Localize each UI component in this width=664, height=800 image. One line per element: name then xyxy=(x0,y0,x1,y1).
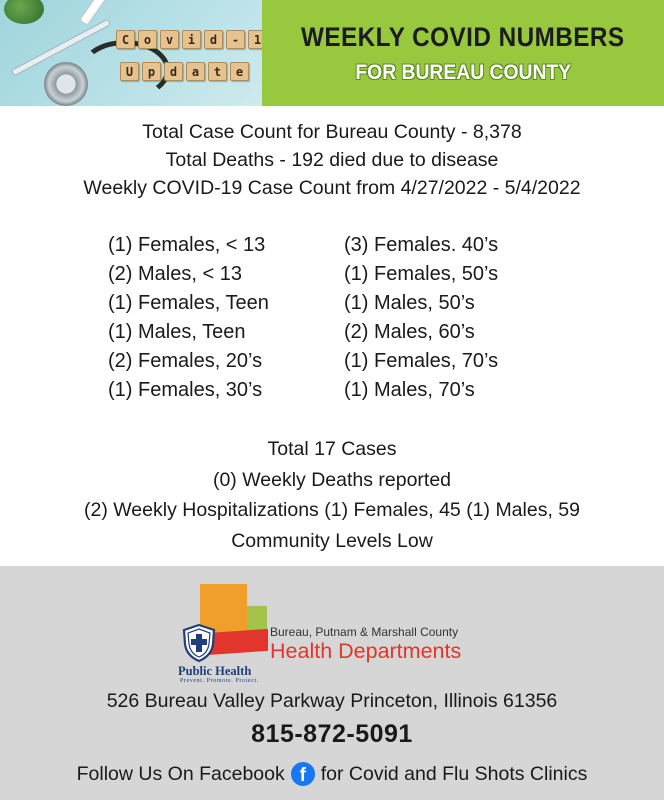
totals-section xyxy=(0,434,664,556)
public-health-shield-icon xyxy=(182,624,216,662)
case-item: (1) Males, 70’s xyxy=(344,379,475,401)
letter-tile: - xyxy=(226,30,245,49)
total-deaths: Total Deaths - 192 died due to disease xyxy=(165,149,499,171)
case-item: (1) Females, Teen xyxy=(108,292,269,314)
follow-text-suffix: for Covid and Flu Shots Clinics xyxy=(320,762,588,785)
summary-section xyxy=(0,118,664,202)
phone-number: 815-872-5091 xyxy=(251,720,413,748)
letter-tile: o xyxy=(138,30,157,49)
title-panel xyxy=(262,0,664,106)
weekly-deaths: (0) Weekly Deaths reported xyxy=(212,468,452,491)
follow-text: Follow Us On Facebook xyxy=(76,762,285,785)
letter-tile: t xyxy=(208,62,227,81)
case-item: (1) Females, 70’s xyxy=(344,350,499,372)
case-breakdown xyxy=(108,231,498,405)
update-tiles xyxy=(120,62,249,81)
letter-tile: i xyxy=(182,30,201,49)
case-item: (2) Males, 60’s xyxy=(344,321,475,343)
page-subtitle: FOR BUREAU COUNTY xyxy=(355,60,571,84)
letter-tile: p xyxy=(142,62,161,81)
public-health-wordmark: Public Health xyxy=(178,664,252,678)
facebook-follow-line xyxy=(0,762,664,786)
public-health-tagline: Prevent. Promote. Protect. xyxy=(180,678,259,684)
case-item: (1) Females, < 13 xyxy=(108,234,266,256)
footer xyxy=(0,566,664,800)
community-levels: Community Levels Low xyxy=(231,529,433,552)
facebook-icon[interactable]: f xyxy=(291,762,315,786)
letter-tile: U xyxy=(120,62,139,81)
health-department-logo xyxy=(178,584,488,684)
medical-photo xyxy=(0,0,262,106)
address: 526 Bureau Valley Parkway Princeton, Illinois 61356 xyxy=(106,690,558,712)
letter-tile: e xyxy=(230,62,249,81)
letter-tile: a xyxy=(186,62,205,81)
department-counties: Bureau, Putnam & Marshall County xyxy=(270,625,459,639)
letter-tile: v xyxy=(160,30,179,49)
page-title: WEEKLY COVID NUMBERS xyxy=(301,21,625,52)
total-case-count: Total Case Count for Bureau County - 8,378 xyxy=(142,121,522,143)
total-cases: Total 17 Cases xyxy=(267,438,397,460)
case-item: (2) Females, 20’s xyxy=(108,350,263,372)
department-name: Health Departments xyxy=(270,639,462,663)
case-column-right xyxy=(344,231,498,405)
letter-tile: d xyxy=(204,30,223,49)
letter-tile: 1 xyxy=(248,30,267,49)
plant-decoration xyxy=(4,0,44,24)
case-item: (3) Females. 40’s xyxy=(344,234,499,256)
case-item: (2) Males, < 13 xyxy=(108,263,242,285)
weekly-case-range: Weekly COVID-19 Case Count from 4/27/2022 - 5/4/2022 xyxy=(83,177,581,199)
case-column-left xyxy=(108,231,300,405)
header-banner xyxy=(0,0,664,106)
case-item: (1) Females, 30’s xyxy=(108,379,263,401)
case-item: (1) Males, Teen xyxy=(108,321,246,343)
letter-tile: d xyxy=(164,62,183,81)
weekly-hospitalizations: (2) Weekly Hospitalizations (1) Females, 45 (1) Males, 59 xyxy=(84,499,580,521)
stethoscope-image xyxy=(44,62,88,106)
letter-tile: C xyxy=(116,30,135,49)
case-item: (1) Females, 50’s xyxy=(344,263,499,285)
case-item: (1) Males, 50’s xyxy=(344,292,475,314)
